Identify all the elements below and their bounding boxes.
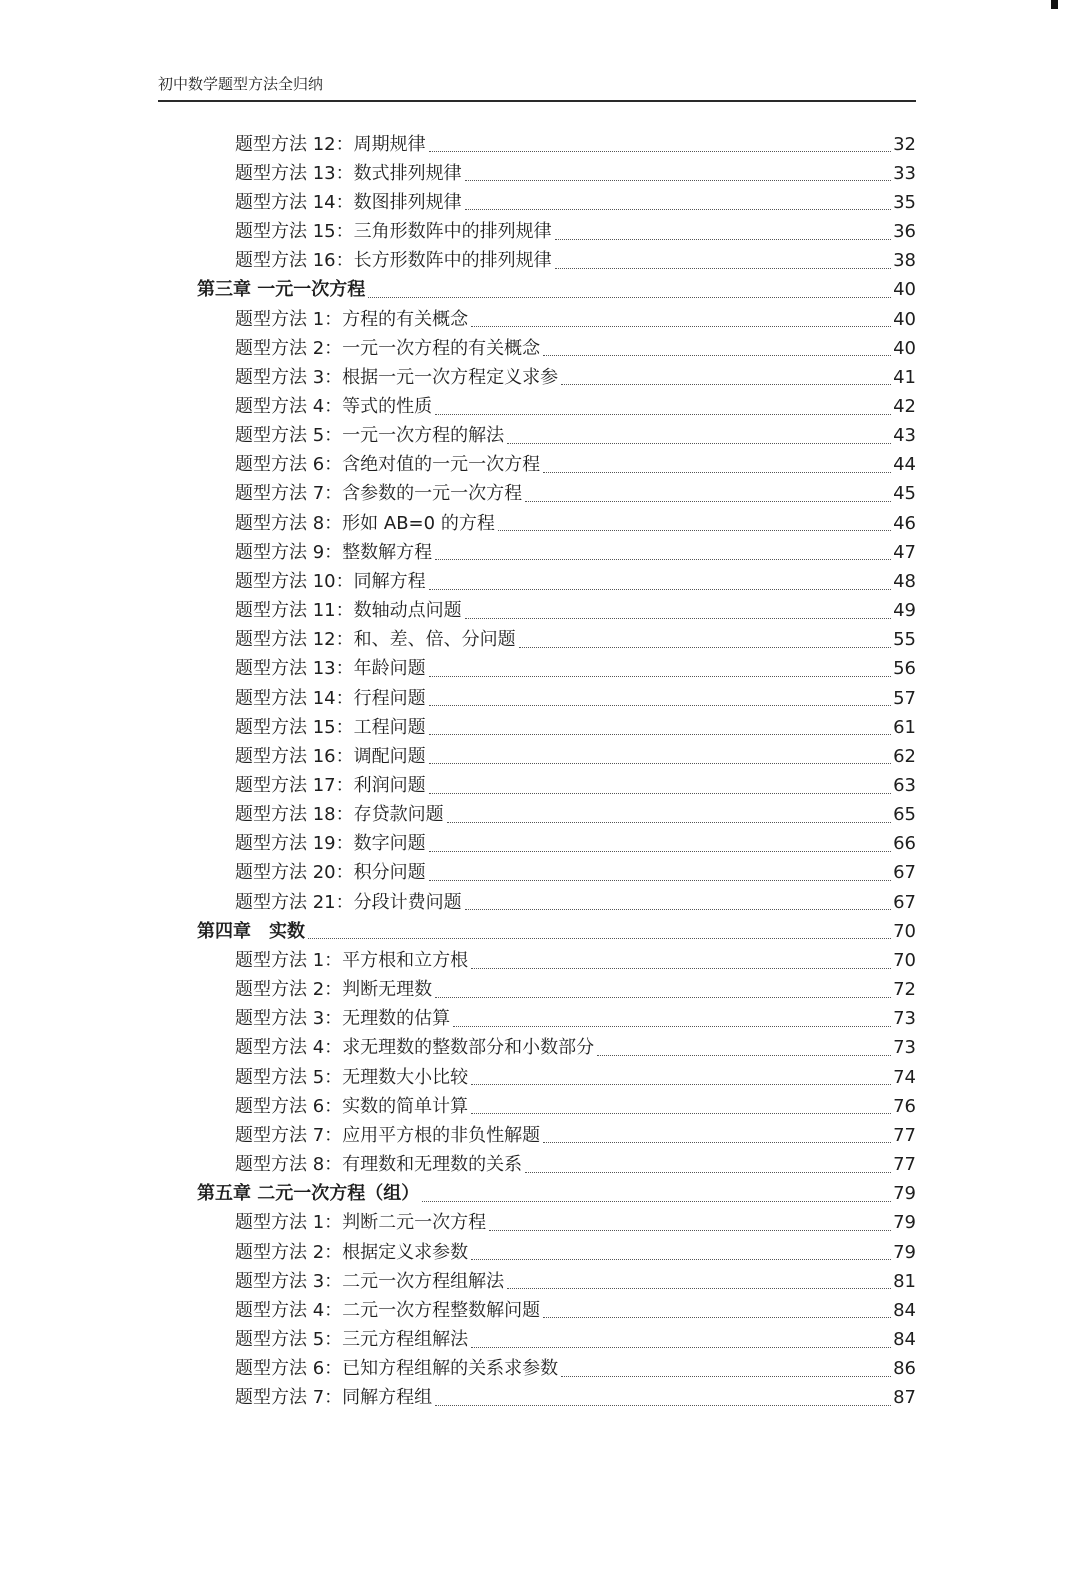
toc-entry-label: 题型方法 8：形如 AB=0 的方程 <box>235 512 495 534</box>
toc-page-number: 40 <box>893 337 916 359</box>
toc-entry-label: 题型方法 7：含参数的一元一次方程 <box>235 483 523 505</box>
toc-page-number: 65 <box>893 804 916 826</box>
toc-page-number: 38 <box>893 250 916 272</box>
toc-entry-label: 题型方法 1：判断二元一次方程 <box>235 1212 487 1234</box>
book-title: 初中数学题型方法全归纳 <box>158 75 324 93</box>
dot-leader <box>471 324 891 327</box>
toc-page-number: 35 <box>893 191 916 213</box>
toc-section-entry <box>0 247 1080 276</box>
dot-leader <box>429 732 891 735</box>
toc-page-number: 67 <box>893 862 916 884</box>
dot-leader <box>525 1170 891 1173</box>
dot-leader <box>471 1345 891 1348</box>
toc-entry-label: 题型方法 20：积分问题 <box>235 862 426 884</box>
toc-entry-label: 题型方法 6：实数的简单计算 <box>235 1095 469 1117</box>
toc-section-entry <box>0 1063 1080 1092</box>
dot-leader <box>471 966 891 969</box>
dot-leader <box>489 1228 891 1231</box>
toc-section-entry <box>0 713 1080 742</box>
toc-section-entry <box>0 1034 1080 1063</box>
toc-page-number: 57 <box>893 687 916 709</box>
toc-entry-label: 题型方法 19：数字问题 <box>235 833 426 855</box>
toc-entry-label: 题型方法 6：已知方程组解的关系求参数 <box>235 1358 559 1380</box>
toc-entry-label: 题型方法 17：利润问题 <box>235 775 426 797</box>
dot-leader <box>465 207 891 210</box>
dot-leader <box>471 1111 891 1114</box>
dot-leader <box>435 557 891 560</box>
toc-page-number: 79 <box>893 1241 916 1263</box>
table-of-contents <box>0 130 1080 1413</box>
toc-page-number: 45 <box>893 483 916 505</box>
toc-entry-label: 题型方法 4：求无理数的整数部分和小数部分 <box>235 1037 595 1059</box>
toc-entry-label: 题型方法 3：根据一元一次方程定义求参 <box>235 366 559 388</box>
toc-section-entry <box>0 1325 1080 1354</box>
toc-section-entry <box>0 451 1080 480</box>
toc-page-number: 76 <box>893 1095 916 1117</box>
toc-page-number: 74 <box>893 1066 916 1088</box>
dot-leader <box>555 237 891 240</box>
toc-section-entry <box>0 422 1080 451</box>
toc-section-entry <box>0 1296 1080 1325</box>
toc-section-entry <box>0 946 1080 975</box>
toc-page-number: 84 <box>893 1299 916 1321</box>
dot-leader <box>471 1082 891 1085</box>
toc-page-number: 70 <box>893 920 916 942</box>
toc-page-number: 66 <box>893 833 916 855</box>
toc-page-number: 40 <box>893 279 916 301</box>
dot-leader <box>561 382 891 385</box>
toc-chapter-entry <box>0 276 1080 305</box>
dot-leader <box>435 412 891 415</box>
toc-section-entry <box>0 742 1080 771</box>
dot-leader <box>471 1257 891 1260</box>
toc-section-entry <box>0 217 1080 246</box>
dot-leader <box>453 1024 891 1027</box>
toc-page-number: 86 <box>893 1358 916 1380</box>
dot-leader <box>507 1286 891 1289</box>
toc-section-entry <box>0 305 1080 334</box>
toc-section-entry <box>0 1209 1080 1238</box>
toc-section-entry <box>0 130 1080 159</box>
toc-entry-label: 题型方法 10：同解方程 <box>235 570 426 592</box>
toc-entry-label: 题型方法 7：同解方程组 <box>235 1387 433 1409</box>
toc-page-number: 56 <box>893 658 916 680</box>
toc-page-number: 49 <box>893 600 916 622</box>
toc-entry-label: 题型方法 11：数轴动点问题 <box>235 600 462 622</box>
toc-page-number: 42 <box>893 395 916 417</box>
toc-page-number: 79 <box>893 1183 916 1205</box>
toc-page-number: 40 <box>893 308 916 330</box>
dot-leader <box>368 295 891 298</box>
toc-section-entry <box>0 655 1080 684</box>
toc-section-entry <box>0 1267 1080 1296</box>
toc-chapter-entry <box>0 1180 1080 1209</box>
toc-section-entry <box>0 1384 1080 1413</box>
dot-leader <box>447 820 891 823</box>
toc-entry-label: 题型方法 12：周期规律 <box>235 133 426 155</box>
toc-section-entry <box>0 771 1080 800</box>
toc-section-entry <box>0 626 1080 655</box>
toc-page-number: 32 <box>893 133 916 155</box>
toc-page-number: 79 <box>893 1212 916 1234</box>
dot-leader <box>543 1140 891 1143</box>
toc-entry-label: 题型方法 18：存贷款问题 <box>235 804 444 826</box>
dot-leader <box>429 149 891 152</box>
toc-section-entry <box>0 567 1080 596</box>
running-header <box>158 74 916 102</box>
toc-entry-label: 题型方法 15：三角形数阵中的排列规律 <box>235 221 552 243</box>
dot-leader <box>429 761 891 764</box>
dot-leader <box>465 616 891 619</box>
toc-section-entry <box>0 1238 1080 1267</box>
dot-leader <box>429 703 891 706</box>
toc-page-number: 81 <box>893 1270 916 1292</box>
dot-leader <box>525 499 891 502</box>
toc-page-number: 72 <box>893 979 916 1001</box>
toc-entry-label: 题型方法 3：二元一次方程组解法 <box>235 1270 505 1292</box>
toc-page-number: 48 <box>893 570 916 592</box>
toc-entry-label: 题型方法 4：二元一次方程整数解问题 <box>235 1299 541 1321</box>
toc-entry-label: 题型方法 5：无理数大小比较 <box>235 1066 469 1088</box>
toc-section-entry <box>0 509 1080 538</box>
toc-section-entry <box>0 859 1080 888</box>
dot-leader <box>561 1374 891 1377</box>
toc-page-number: 62 <box>893 745 916 767</box>
toc-entry-label: 题型方法 4：等式的性质 <box>235 395 433 417</box>
toc-entry-label: 题型方法 16：长方形数阵中的排列规律 <box>235 250 552 272</box>
toc-section-entry <box>0 1355 1080 1384</box>
toc-page-number: 41 <box>893 366 916 388</box>
toc-entry-label: 题型方法 8：有理数和无理数的关系 <box>235 1154 523 1176</box>
scan-corner-mark <box>1051 0 1058 9</box>
toc-page-number: 84 <box>893 1328 916 1350</box>
toc-entry-label: 题型方法 2：一元一次方程的有关概念 <box>235 337 541 359</box>
toc-page-number: 55 <box>893 629 916 651</box>
toc-entry-label: 题型方法 2：判断无理数 <box>235 979 433 1001</box>
toc-entry-label: 题型方法 13：年龄问题 <box>235 658 426 680</box>
dot-leader <box>498 528 891 531</box>
dot-leader <box>429 674 891 677</box>
dot-leader <box>429 849 891 852</box>
dot-leader <box>507 441 891 444</box>
toc-entry-label: 第四章 实数 <box>197 920 305 942</box>
toc-page-number: 73 <box>893 1008 916 1030</box>
toc-entry-label: 第三章 一元一次方程 <box>197 279 366 301</box>
toc-page-number: 47 <box>893 541 916 563</box>
toc-page-number: 61 <box>893 716 916 738</box>
dot-leader <box>422 1199 891 1202</box>
toc-section-entry <box>0 392 1080 421</box>
dot-leader <box>429 791 891 794</box>
toc-page-number: 63 <box>893 775 916 797</box>
toc-page-number: 77 <box>893 1124 916 1146</box>
toc-page-number: 70 <box>893 949 916 971</box>
toc-entry-label: 题型方法 1：方程的有关概念 <box>235 308 469 330</box>
toc-page-number: 73 <box>893 1037 916 1059</box>
toc-section-entry <box>0 159 1080 188</box>
toc-entry-label: 题型方法 6：含绝对值的一元一次方程 <box>235 454 541 476</box>
dot-leader <box>519 645 891 648</box>
toc-section-entry <box>0 538 1080 567</box>
toc-section-entry <box>0 801 1080 830</box>
dot-leader <box>465 178 891 181</box>
toc-entry-label: 第五章 二元一次方程（组） <box>197 1183 420 1205</box>
toc-entry-label: 题型方法 9：整数解方程 <box>235 541 433 563</box>
dot-leader <box>465 907 891 910</box>
toc-entry-label: 题型方法 13：数式排列规律 <box>235 162 462 184</box>
dot-leader <box>308 936 891 939</box>
toc-page-number: 67 <box>893 891 916 913</box>
toc-section-entry <box>0 1005 1080 1034</box>
toc-section-entry <box>0 888 1080 917</box>
toc-section-entry <box>0 334 1080 363</box>
toc-chapter-entry <box>0 917 1080 946</box>
toc-section-entry <box>0 363 1080 392</box>
toc-entry-label: 题型方法 7：应用平方根的非负性解题 <box>235 1124 541 1146</box>
dot-leader <box>543 470 891 473</box>
toc-entry-label: 题型方法 14：行程问题 <box>235 687 426 709</box>
toc-entry-label: 题型方法 1：平方根和立方根 <box>235 949 469 971</box>
dot-leader <box>555 266 891 269</box>
toc-section-entry <box>0 480 1080 509</box>
toc-section-entry <box>0 684 1080 713</box>
toc-entry-label: 题型方法 14：数图排列规律 <box>235 191 462 213</box>
toc-entry-label: 题型方法 12：和、差、倍、分问题 <box>235 629 516 651</box>
toc-page-number: 87 <box>893 1387 916 1409</box>
dot-leader <box>597 1053 891 1056</box>
dot-leader <box>435 1403 891 1406</box>
toc-section-entry <box>0 976 1080 1005</box>
toc-section-entry <box>0 188 1080 217</box>
dot-leader <box>429 878 891 881</box>
dot-leader <box>543 353 891 356</box>
toc-section-entry <box>0 1150 1080 1179</box>
toc-page-number: 43 <box>893 425 916 447</box>
toc-page-number: 44 <box>893 454 916 476</box>
toc-page-number: 77 <box>893 1154 916 1176</box>
toc-section-entry <box>0 1092 1080 1121</box>
toc-page-number: 46 <box>893 512 916 534</box>
toc-entry-label: 题型方法 2：根据定义求参数 <box>235 1241 469 1263</box>
toc-section-entry <box>0 830 1080 859</box>
toc-entry-label: 题型方法 15：工程问题 <box>235 716 426 738</box>
dot-leader <box>429 587 891 590</box>
toc-page-number: 33 <box>893 162 916 184</box>
toc-section-entry <box>0 1121 1080 1150</box>
dot-leader <box>543 1315 891 1318</box>
toc-entry-label: 题型方法 3：无理数的估算 <box>235 1008 451 1030</box>
toc-page-number: 36 <box>893 221 916 243</box>
dot-leader <box>435 995 891 998</box>
toc-entry-label: 题型方法 5：一元一次方程的解法 <box>235 425 505 447</box>
toc-entry-label: 题型方法 21：分段计费问题 <box>235 891 462 913</box>
toc-section-entry <box>0 597 1080 626</box>
toc-entry-label: 题型方法 5：三元方程组解法 <box>235 1328 469 1350</box>
toc-entry-label: 题型方法 16：调配问题 <box>235 745 426 767</box>
